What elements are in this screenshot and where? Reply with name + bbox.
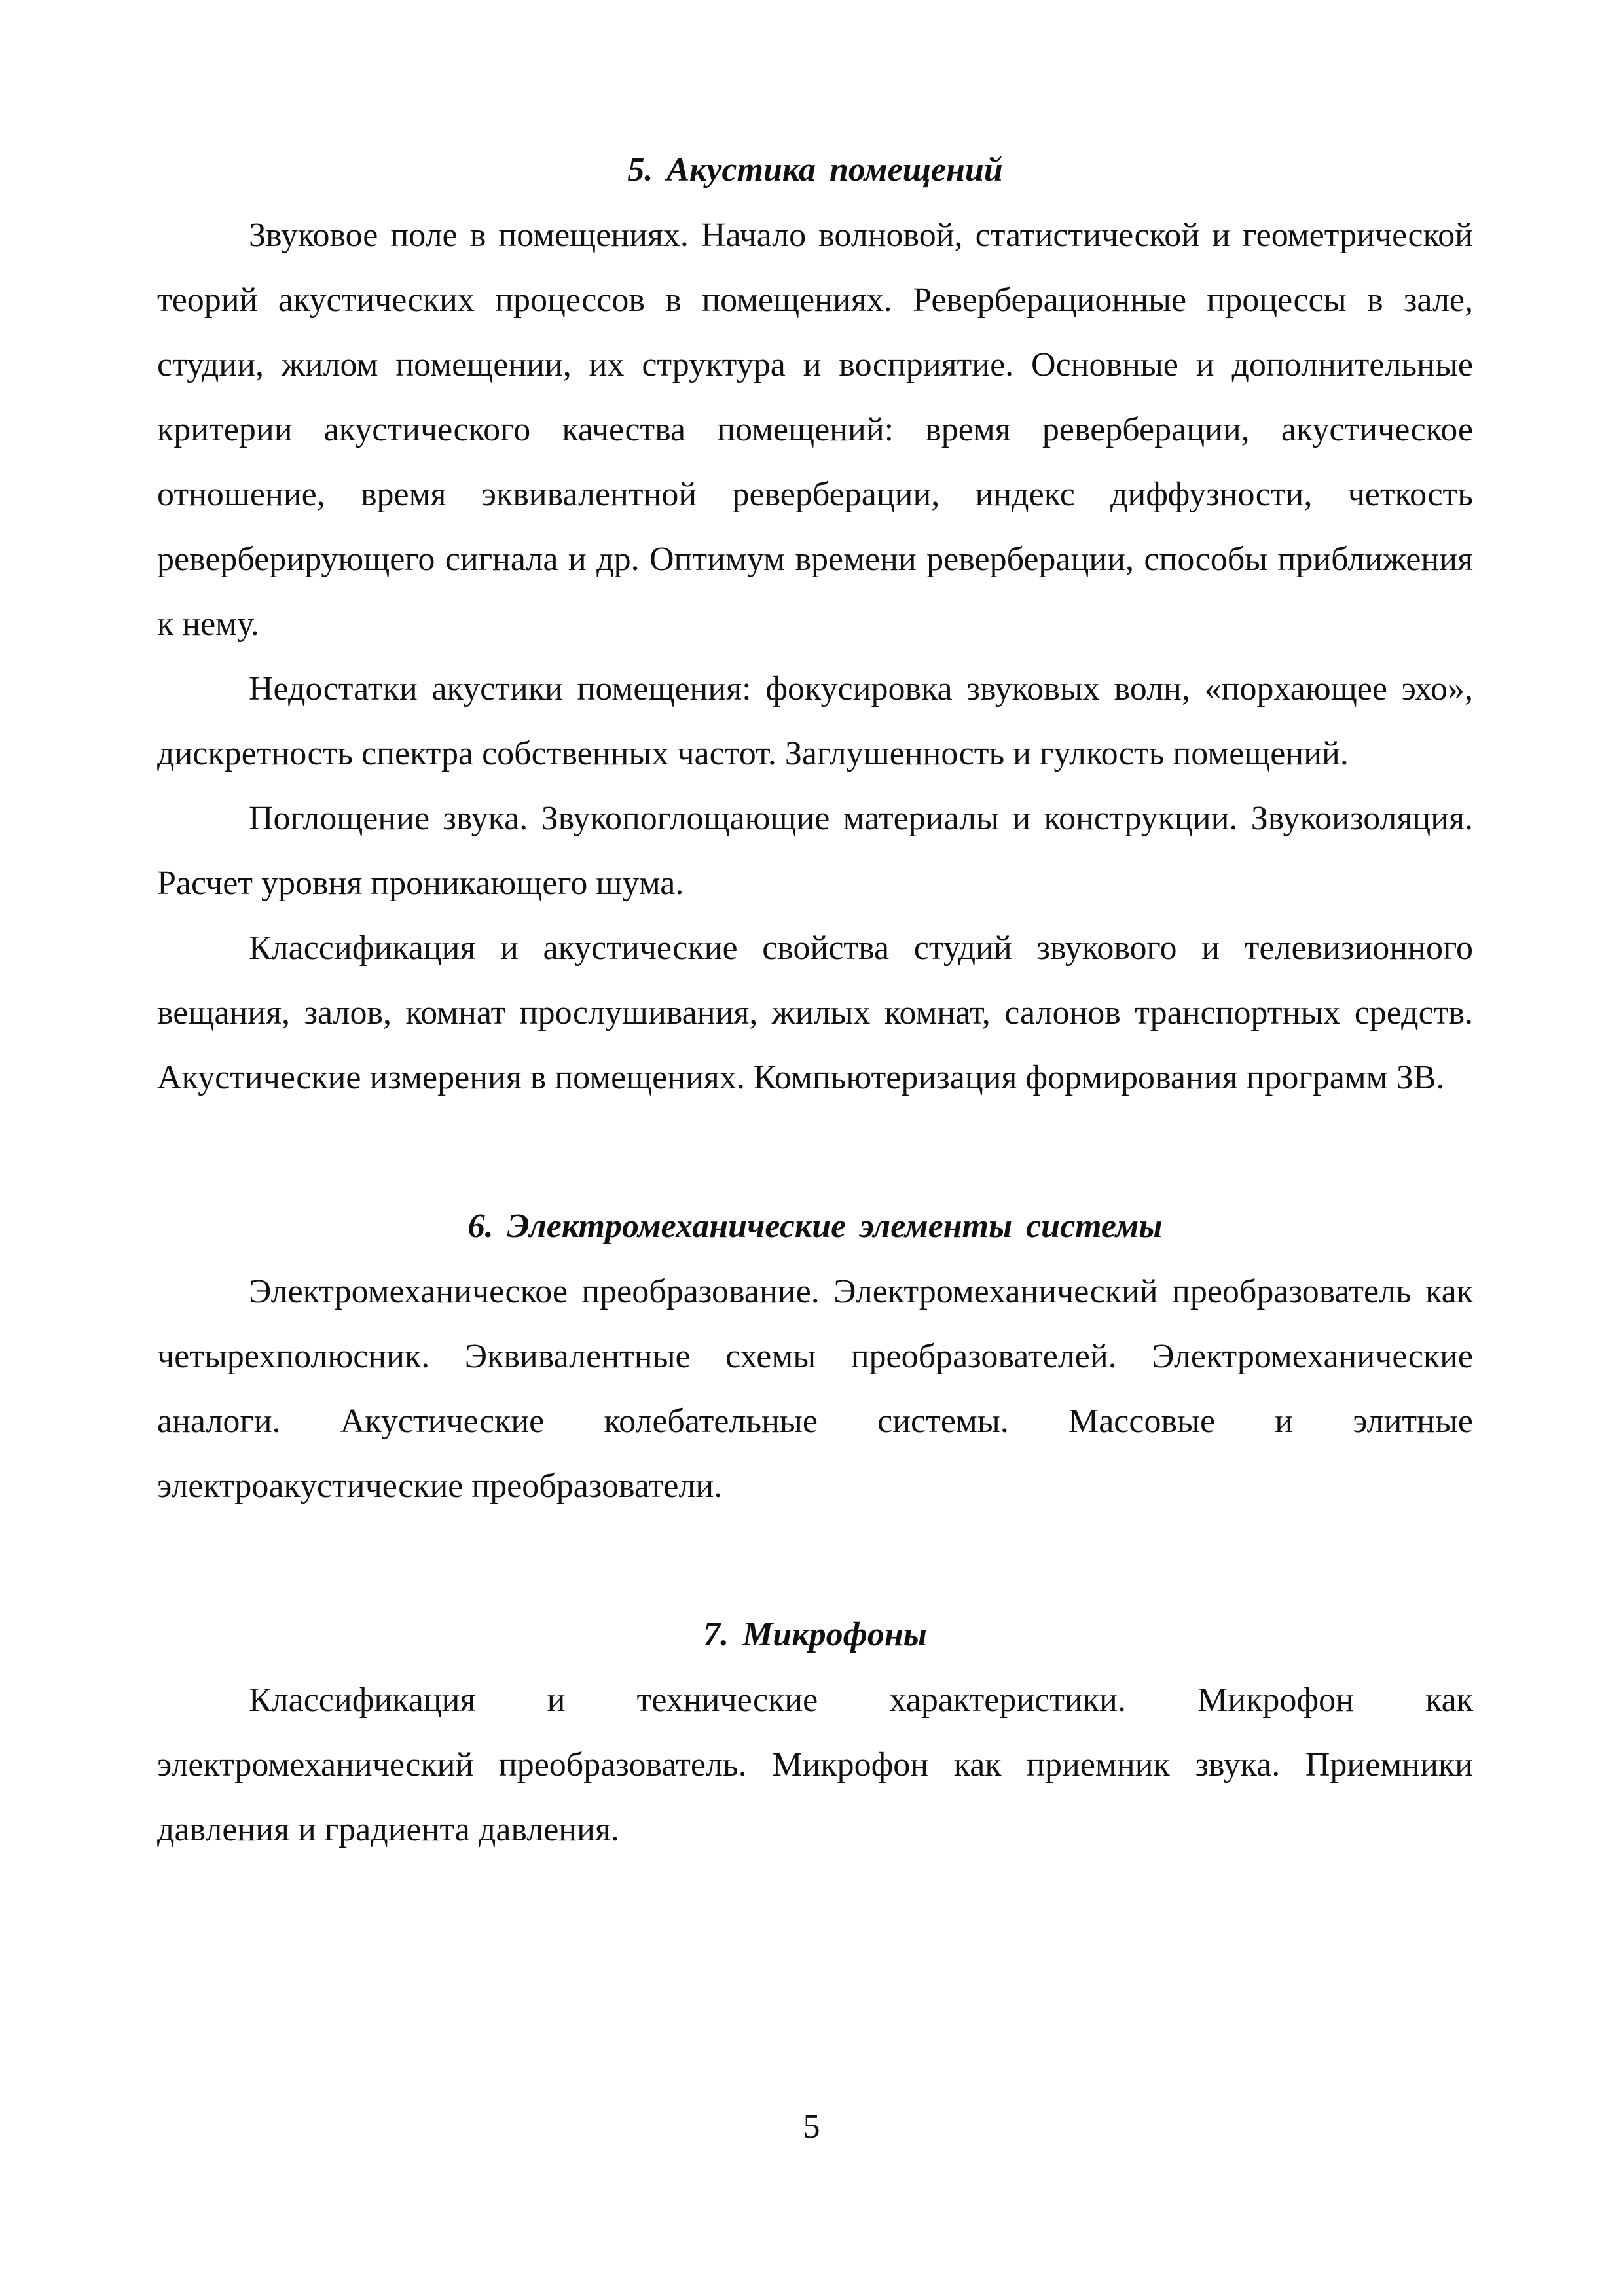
paragraph: Электромеханическое преобразование. Электромеханический преобразователь как четырехполюсник. Эквивалентные схемы преобразователей. Электромеханические аналоги. Акустические колебательные системы. Массовые и элитные электроакустические преобразователи. [157, 1273, 1473, 1505]
paragraph: Классификация и технические характеристики. Микрофон как электромеханический преобразователь. Микрофон как приемник звука. Приемники давления и градиента давления. [157, 1681, 1473, 1848]
page-number: 5 [803, 2108, 820, 2145]
paragraph: Классификация и акустические свойства студий звукового и телевизионного вещания, залов, комнат прослушивания, жилых комнат, салонов транспортных средств. Акустические измерения в помещениях. Компьютеризация формирования программ ЗВ. [157, 929, 1473, 1096]
section-heading: 7. Микрофоны [703, 1616, 927, 1653]
section-electromechanical-elements [157, 1194, 1473, 1518]
section-microphones [157, 1602, 1473, 1862]
page-content [157, 137, 1473, 1862]
paragraph: Недостатки акустики помещения: фокусировка звуковых волн, «порхающее эхо», дискретность спектра собственных частот. Заглушенность и гулкость помещений. [157, 670, 1473, 772]
paragraph: Поглощение звука. Звукопоглощающие материалы и конструкции. Звукоизоляция. Расчет уровня проникающего шума. [157, 800, 1473, 902]
section-heading: 6. Электромеханические элементы системы [467, 1208, 1163, 1245]
paragraph: Звуковое поле в помещениях. Начало волновой, статистической и геометрической теорий акустических процессов в помещениях. Реверберационные процессы в зале, студии, жилом помещении, их структура и восприятие. Основные и дополнительные критерии акустического качества помещений: время реверберации, акустическое отношение, время эквивалентной реверберации, индекс диффузности, четкость реверберирующего сигнала и др. Оптимум времени реверберации, способы приближения к нему. [157, 217, 1473, 643]
section-room-acoustics [157, 137, 1473, 1110]
section-heading: 5. Акустика помещений [627, 151, 1003, 188]
